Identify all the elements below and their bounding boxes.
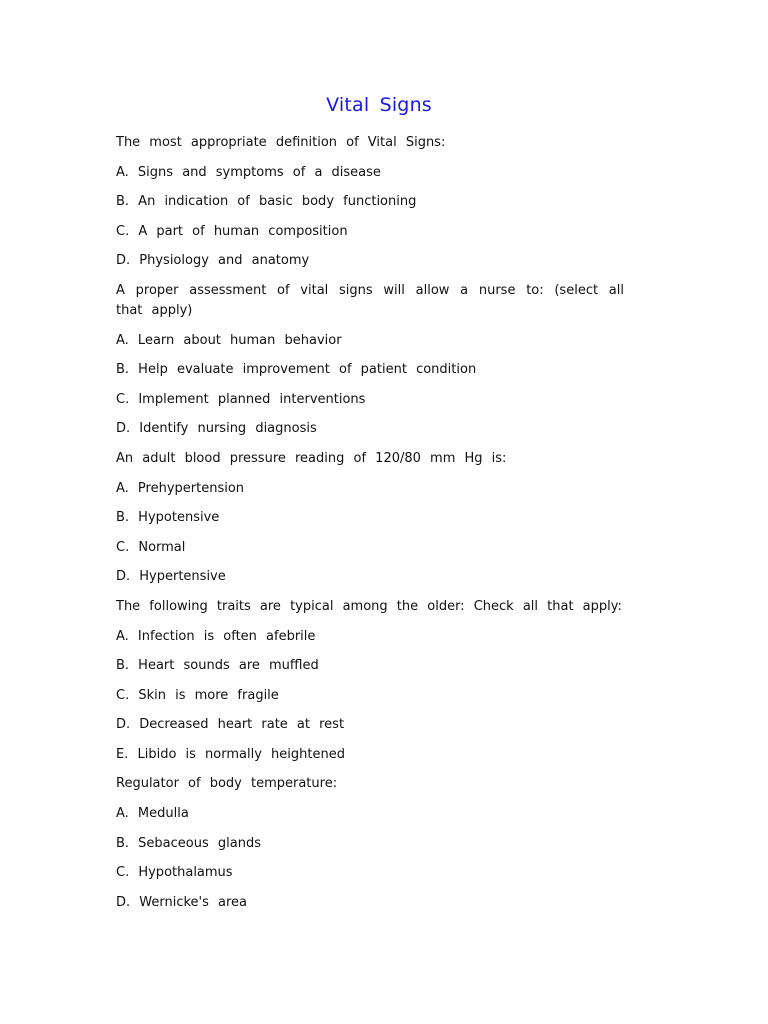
- answer-option: B. An indication of basic body functioning: [116, 194, 417, 210]
- question-stem: The following traits are typical among the older: Check all that apply:: [116, 598, 622, 614]
- answer-option: B. Heart sounds are muffled: [116, 658, 319, 674]
- question-stem: An adult blood pressure reading of 120/80 mm Hg is:: [116, 450, 507, 466]
- page-title: Vital Signs: [326, 94, 432, 116]
- answer-option: C. Hypothalamus: [116, 865, 233, 881]
- answer-option: D. Physiology and anatomy: [116, 253, 310, 269]
- question-stem: Regulator of body temperature:: [116, 776, 338, 792]
- answer-option: A. Signs and symptoms of a disease: [116, 164, 381, 180]
- answer-option: C. Skin is more fragile: [116, 687, 279, 703]
- answer-option: D. Identify nursing diagnosis: [116, 421, 317, 437]
- answer-option: A. Infection is often afebrile: [116, 628, 316, 644]
- question-stem: The most appropriate definition of Vital Signs:: [116, 135, 446, 150]
- answer-option: C. Implement planned interventions: [116, 391, 366, 407]
- answer-option: B. Sebaceous glands: [116, 835, 261, 851]
- question-stem: A proper assessment of vital signs will allow a nurse to: (select all that apply): [116, 282, 624, 318]
- answer-option: B. Hypotensive: [116, 510, 220, 526]
- answer-option: C. A part of human composition: [116, 223, 348, 239]
- answer-option: D. Wernicke's area: [116, 894, 248, 910]
- answer-option: D. Decreased heart rate at rest: [116, 717, 345, 733]
- answer-option: D. Hypertensive: [116, 569, 226, 585]
- answer-option: A. Medulla: [116, 806, 189, 822]
- question-list: [116, 133, 624, 913]
- answer-option: A. Prehypertension: [116, 480, 245, 496]
- answer-option: B. Help evaluate improvement of patient condition: [116, 362, 477, 378]
- answer-option: C. Normal: [116, 539, 186, 555]
- answer-option: A. Learn about human behavior: [116, 332, 342, 348]
- answer-option: E. Libido is normally heightened: [116, 746, 345, 762]
